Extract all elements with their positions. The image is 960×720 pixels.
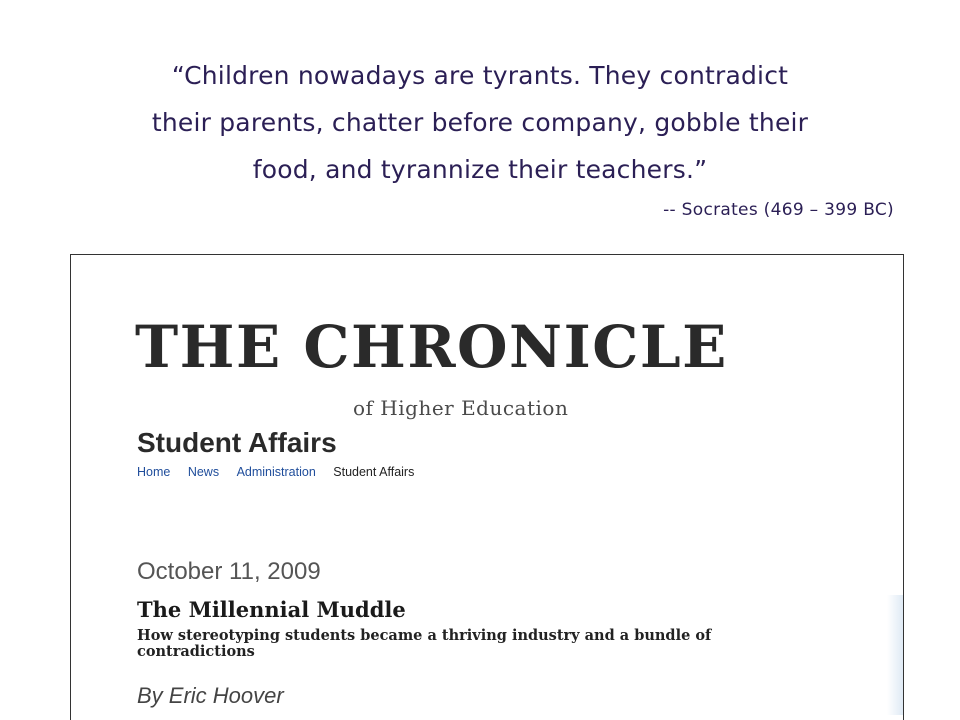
- quote-line-2: their parents, chatter before company, gobble their: [151, 108, 809, 137]
- article-deck: How stereotyping students became a thriving industry and a bundle of contradictions: [137, 627, 712, 660]
- breadcrumb-current: Student Affairs: [333, 465, 415, 479]
- edge-shade-decoration: [887, 595, 903, 715]
- article-date: October 11, 2009: [137, 558, 321, 585]
- masthead-subhead: of Higher Education: [353, 396, 569, 420]
- breadcrumb-home-link[interactable]: Home: [137, 465, 171, 479]
- newspaper-clipping: [70, 254, 904, 720]
- socrates-quote: [60, 52, 900, 193]
- breadcrumb: [137, 465, 428, 479]
- section-title: Student Affairs: [137, 427, 337, 458]
- quote-line-1: “Children nowadays are tyrants. They contradict: [171, 61, 789, 90]
- breadcrumb-news-link[interactable]: News: [187, 465, 220, 479]
- article-byline: By Eric Hoover: [137, 683, 284, 708]
- article-headline: The Millennial Muddle: [137, 597, 406, 622]
- breadcrumb-administration-link[interactable]: Administration: [236, 465, 316, 479]
- masthead-logo: THE CHRONICLE: [135, 313, 728, 381]
- quote-line-3: food, and tyrannize their teachers.”: [252, 155, 708, 184]
- quote-attribution: -- Socrates (469 – 399 BC): [663, 200, 894, 220]
